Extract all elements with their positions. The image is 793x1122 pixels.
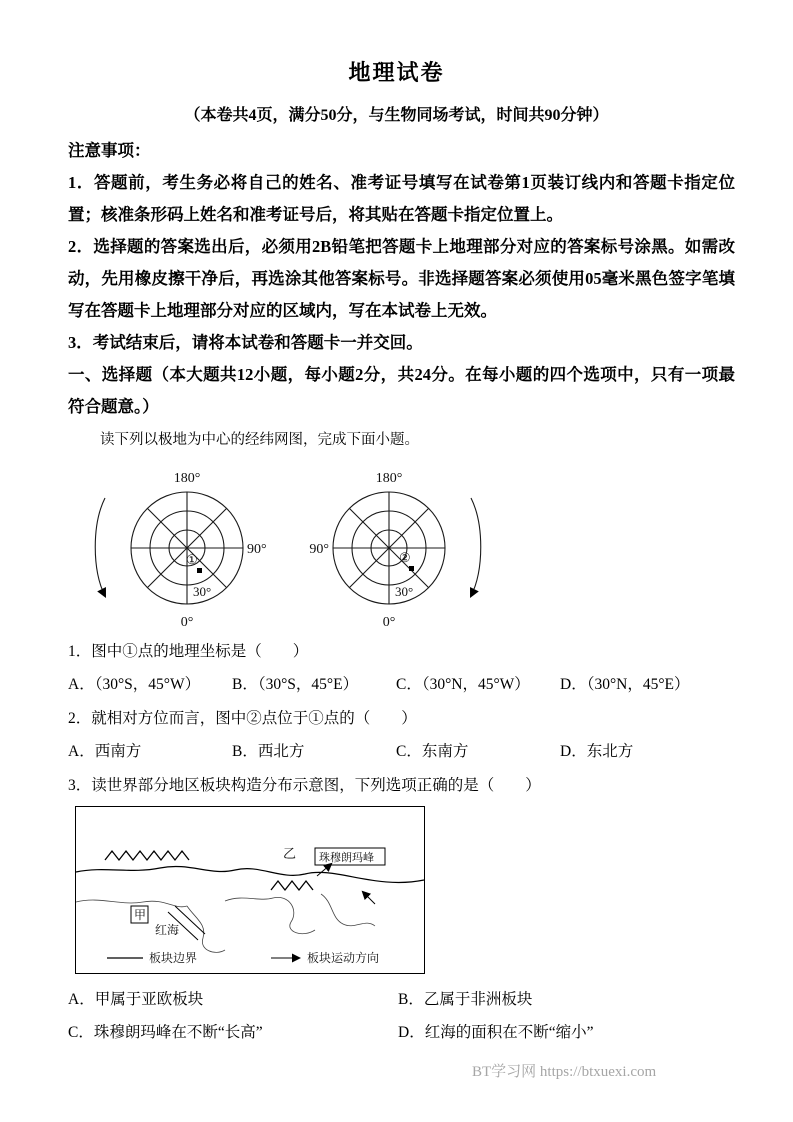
page-title: 地理试卷 — [348, 60, 445, 85]
left-label-90: 90° — [247, 542, 267, 557]
everest-label: 珠穆朗玛峰 — [319, 852, 374, 864]
jia-label: 甲 — [134, 908, 147, 922]
right-label-0: 0° — [382, 615, 396, 630]
exam-subtitle: （本卷共4页，满分50分，与生物同场考试，时间共90分钟） — [184, 107, 609, 124]
polar-diagram-left — [84, 462, 274, 630]
exam-instructions — [68, 135, 735, 423]
legend-direction-label: 板块运动方向 — [307, 951, 380, 965]
right-label-30: 30° — [395, 584, 414, 599]
question-2-options — [68, 740, 735, 764]
question-2-text: 2．就相对方位而言，图中②点位于①点的（ ） — [68, 710, 417, 727]
rotation-arrow-icon — [471, 498, 481, 596]
q1-option-c: C．（30°N，45°W） — [396, 676, 530, 693]
notice-heading: 注意事项： — [68, 141, 151, 160]
yi-label: 乙 — [283, 846, 297, 861]
polar-diagram-right — [302, 462, 492, 630]
q2-option-b: B．西北方 — [232, 743, 305, 760]
right-point-marker — [409, 566, 414, 571]
watermark-footer: BT学习网 https://btxuexi.com — [472, 1064, 657, 1080]
question-1-options — [68, 673, 735, 697]
left-label-30: 30° — [193, 584, 212, 599]
notice-item-2: 2．选择题的答案选出后，必须用2B铅笔把答题卡上地理部分对应的答案标号涂黑。如需改动，先用橡皮擦干净后，再选涂其他答案标号。非选择题答案必须使用05毫米黑色签字笔填写在答题卡上地理部分对应的区域内，写在本试卷上无效。 — [68, 237, 735, 320]
left-point-label: ① — [186, 552, 198, 567]
polar-diagrams — [84, 462, 793, 630]
q3-option-d: D．红海的面积在不断“缩小” — [398, 1024, 594, 1041]
reading-note: 读下列以极地为中心的经纬网图，完成下面小题。 — [100, 432, 419, 448]
q2-option-a: A．西南方 — [68, 743, 142, 760]
map-border — [76, 807, 425, 974]
red-sea-label: 红海 — [155, 923, 180, 937]
plate-map-figure — [75, 806, 793, 979]
right-label-180: 180° — [375, 471, 403, 486]
q3-option-b: B．乙属于非洲板块 — [398, 991, 533, 1008]
question-3-options-row-2 — [68, 1021, 735, 1045]
question-3-text: 3．读世界部分地区板块构造分布示意图，下列选项正确的是（ ） — [68, 777, 541, 794]
plate-map — [75, 806, 425, 974]
q1-option-b: B．（30°S，45°E） — [232, 676, 359, 693]
q2-option-d: D．东北方 — [560, 743, 634, 760]
left-label-180: 180° — [173, 471, 201, 486]
q3-option-a: A．甲属于亚欧板块 — [68, 991, 204, 1008]
q1-option-a: A．（30°S，45°W） — [68, 676, 201, 693]
legend-boundary-label: 板块边界 — [149, 951, 198, 965]
left-label-0: 0° — [180, 615, 194, 630]
question-1-text: 1．图中①点的地理坐标是（ ） — [68, 643, 309, 660]
rotation-arrow-icon — [95, 498, 105, 596]
right-point-label: ② — [399, 550, 411, 565]
q3-option-c: C．珠穆朗玛峰在不断“长高” — [68, 1024, 263, 1041]
q2-option-c: C．东南方 — [396, 743, 469, 760]
question-3-options-row-1 — [68, 988, 735, 1012]
q1-option-d: D．（30°N，45°E） — [560, 676, 690, 693]
left-point-marker — [197, 568, 202, 573]
section-heading: 一、选择题（本大题共12小题，每小题2分，共24分。在每小题的四个选项中，只有一项最符合题意。） — [68, 365, 735, 416]
notice-item-3: 3．考试结束后，请将本试卷和答题卡一并交回。 — [68, 333, 423, 352]
right-label-90: 90° — [309, 542, 329, 557]
notice-item-1: 1．答题前，考生务必将自己的姓名、准考证号填写在试卷第1页装订线内和答题卡指定位置；核准条形码上姓名和准考证号后，将其贴在答题卡指定位置上。 — [68, 173, 735, 224]
